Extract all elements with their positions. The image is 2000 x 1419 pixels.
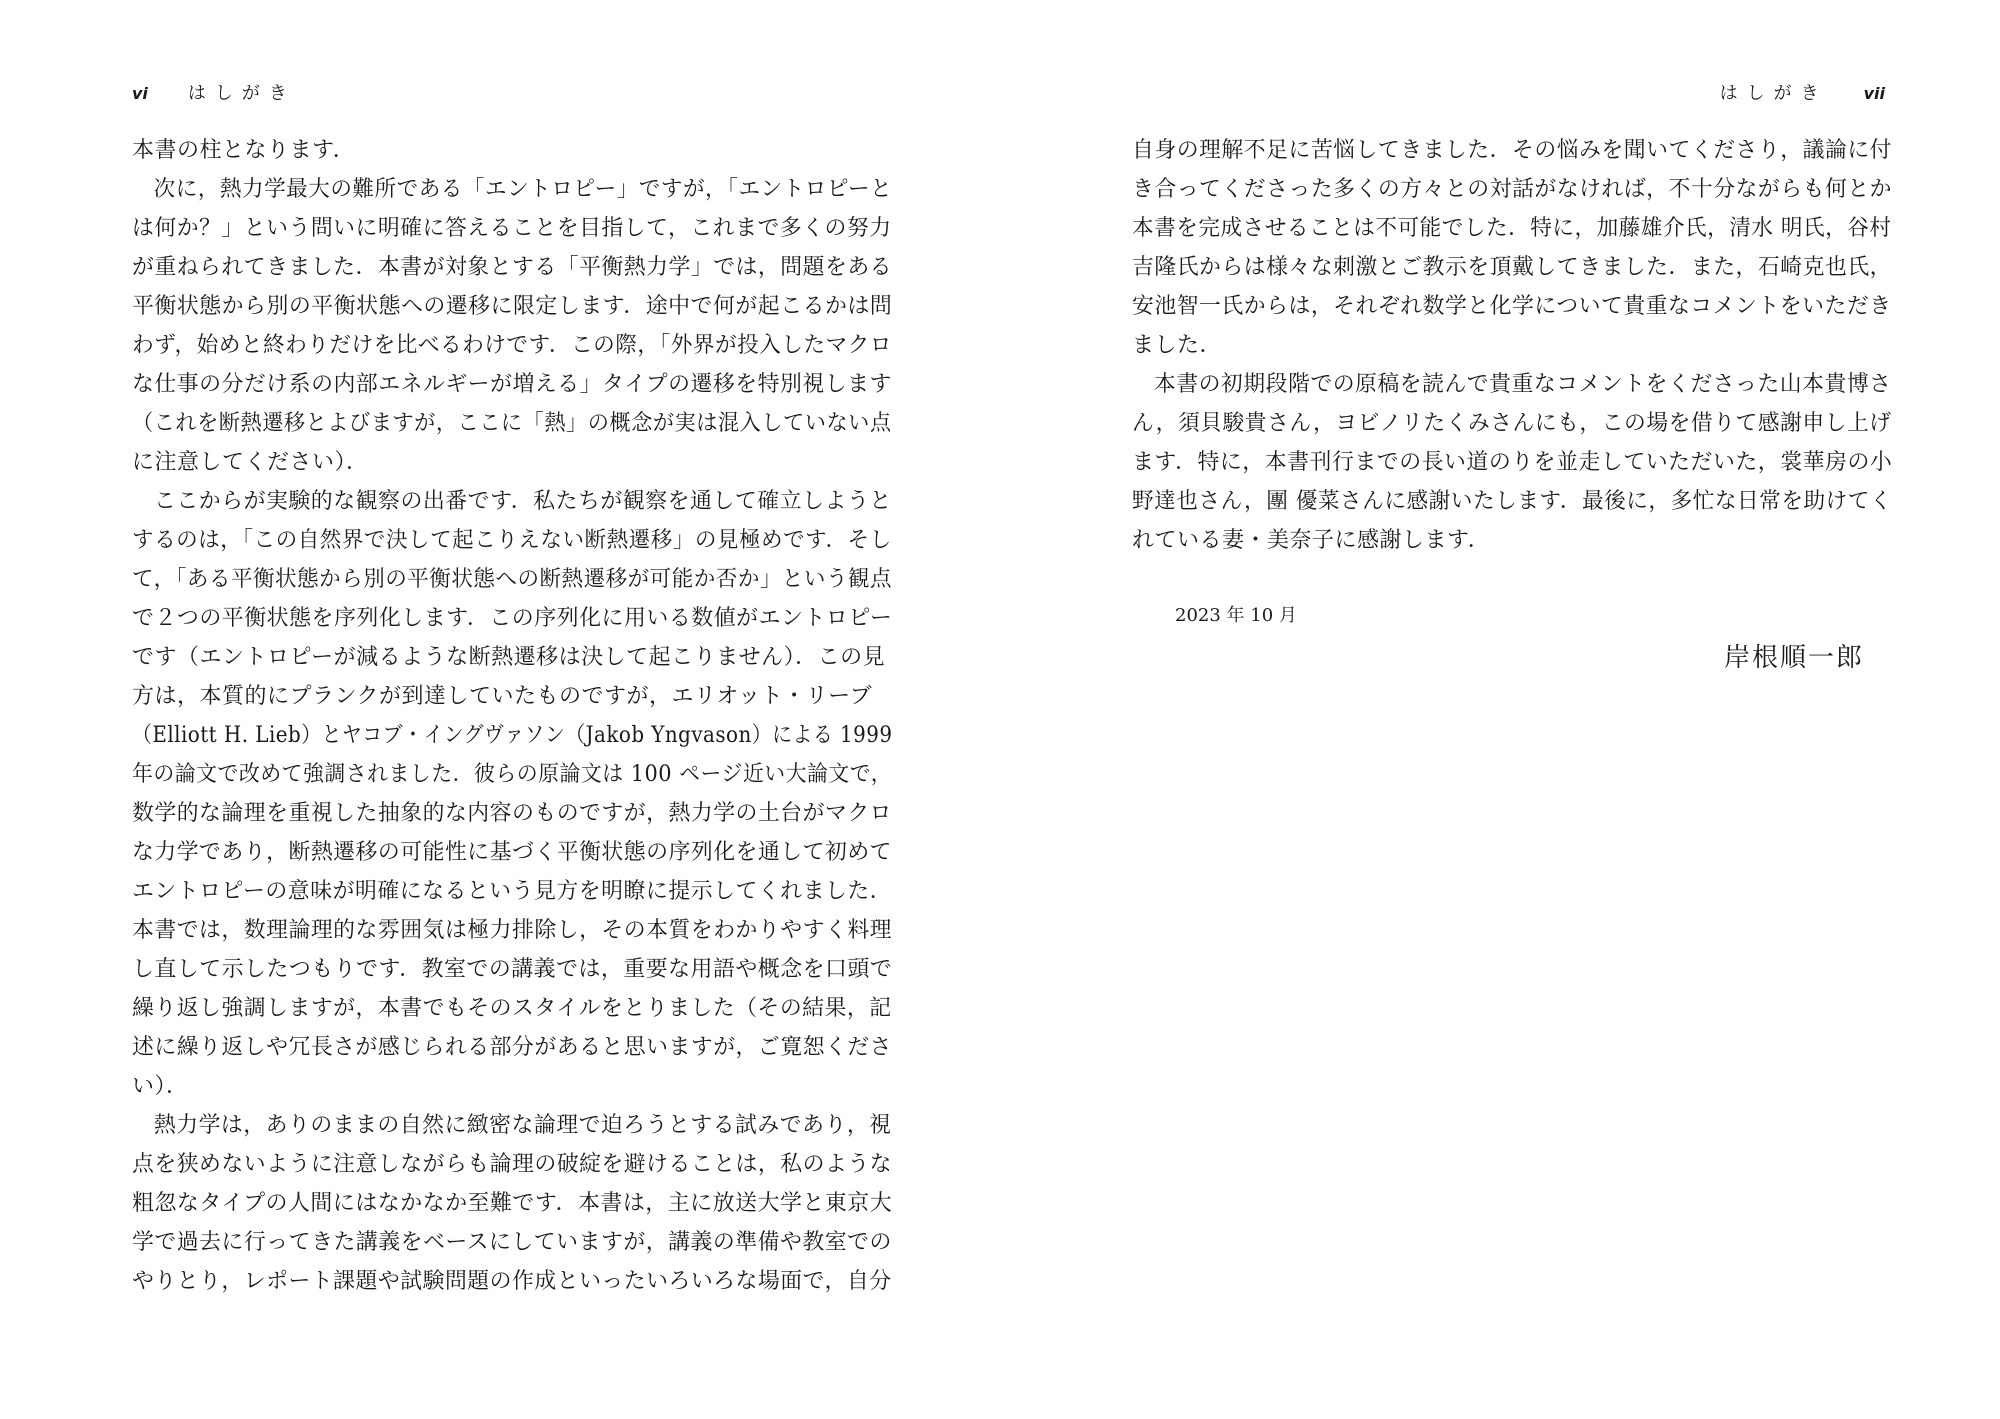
text-line: 野達也さん，團 優菜さんに感謝いたします．最後に，多忙な日常を助けてく [1132, 489, 1893, 514]
text-line: き合ってくださった多くの方々との対話がなければ，不十分ながらも何とか [1132, 177, 1893, 202]
text-line: 平衡状態から別の平衡状態への遷移に限定します．途中で何が起こるかは問 [132, 294, 893, 319]
page-number: vii [1863, 84, 1885, 103]
left-running-head [132, 82, 296, 106]
text-line: 方は，本質的にプランクが到達していたものですが，エリオット・リーブ [132, 684, 873, 709]
running-title: はしがき [187, 83, 296, 104]
text-line: 学で過去に行ってきた講義をベースにしていますが，講義の準備や教室での [132, 1230, 892, 1255]
text-line: 点を狭めないように注意しながらも論理の破綻を避けることは，私のような [132, 1152, 893, 1177]
text-line: 繰り返し強調しますが，本書でもそのスタイルをとりました（その結果，記 [132, 996, 892, 1021]
text-line: い）． [132, 1074, 189, 1099]
text-line: て，「ある平衡状態から別の平衡状態への断熱遷移が可能か否か」という観点 [132, 567, 893, 592]
text-line: 自身の理解不足に苦悩してきました．その悩みを聞いてくださり，議論に付 [1132, 138, 1893, 163]
left-body-text [132, 131, 892, 1301]
running-title: はしがき [1719, 83, 1828, 104]
text-line: （Elliott H. Lieb）とヤコブ・イングヴァソン（Jakob Yngvason）による 1999 [132, 723, 893, 748]
text-line: は何か？」という問いに明確に答えることを目指して，これまで多くの努力 [132, 216, 892, 241]
text-line: 粗忽なタイプの人間にはなかなか至難です．本書は，主に放送大学と東京大 [132, 1191, 893, 1216]
text-line: 年の論文で改めて強調されました．彼らの原論文は 100 ページ近い大論文で， [132, 762, 893, 787]
text-line: ん，須貝駿貴さん，ヨビノリたくみさんにも，この場を借りて感謝申し上げ [1132, 411, 1892, 436]
text-line: です（エントロピーが減るような断熱遷移は決して起こりません）．この見 [132, 645, 886, 670]
text-line: な仕事の分だけ系の内部エネルギーが増える」タイプの遷移を特別視します [132, 372, 892, 397]
right-body-text [1132, 131, 1892, 560]
text-line: ました． [1132, 333, 1223, 358]
text-line: 安池智一氏からは，それぞれ数学と化学について貴重なコメントをいただき [1132, 294, 1892, 319]
text-line: が重ねられてきました．本書が対象とする「平衡熱力学」では，問題をある [132, 255, 893, 280]
page-number: vi [132, 84, 148, 103]
text-line: するのは，「この自然界で決して起こりえない断熱遷移」の見極めです．そし [132, 528, 892, 553]
text-line: れている妻・美奈子に感謝します． [1132, 528, 1491, 553]
date-line: 2023 年 10 月 [1175, 605, 1297, 626]
text-line: エントロピーの意味が明確になるという見方を明瞭に提示してくれました． [132, 879, 893, 904]
text-line: やりとり，レポート課題や試験問題の作成といったいろいろな場面で，自分 [132, 1269, 892, 1294]
text-line: 本書では，数理論理的な雰囲気は極力排除し，その本質をわかりやすく料理 [132, 918, 893, 943]
text-line: 本書の柱となります． [132, 138, 356, 163]
author-signature: 岸根順一郎 [1723, 643, 1864, 673]
right-page [1000, 0, 2000, 1419]
text-line: な力学であり，断熱遷移の可能性に基づく平衡状態の序列化を通して初めて [132, 840, 893, 865]
right-running-head [1720, 82, 1885, 106]
text-line: 本書を完成させることは不可能でした．特に，加藤雄介氏，清水 明氏，谷村 [1132, 216, 1892, 241]
text-line: ここからが実験的な観察の出番です．私たちが観察を通して確立しようと [153, 489, 892, 514]
text-line: し直して示したつもりです．教室での講義では，重要な用語や概念を口頭で [132, 957, 893, 982]
text-line: 述に繰り返しや冗長さが感じられる部分があると思いますが，ご寛恕くださ [132, 1035, 893, 1060]
text-line: に注意してください）． [132, 450, 369, 475]
text-line: 本書の初期段階での原稿を読んで貴重なコメントをくださった山本貴博さ [1153, 372, 1892, 397]
text-line: で２つの平衡状態を序列化します．この序列化に用いる数値がエントロピー [132, 606, 893, 631]
text-line: 吉隆氏からは様々な刺激とご教示を頂戴してきました．また，石崎克也氏， [1132, 255, 1893, 280]
text-line: 熱力学は，ありのままの自然に緻密な論理で迫ろうとする試みであり，視 [153, 1113, 892, 1138]
text-line: （これを断熱遷移とよびますが，ここに「熱」の概念が実は混入していない点 [132, 411, 892, 436]
text-line: わず，始めと終わりだけを比べるわけです．この際，「外界が投入したマクロ [132, 333, 892, 358]
text-line: 数学的な論理を重視した抽象的な内容のものですが，熱力学の土台がマクロ [132, 801, 893, 826]
text-line: 次に，熱力学最大の難所である「エントロピー」ですが，「エントロピーと [153, 177, 893, 202]
text-line: ます．特に，本書刊行までの長い道のりを並走していただいた，裳華房の小 [1132, 450, 1893, 475]
